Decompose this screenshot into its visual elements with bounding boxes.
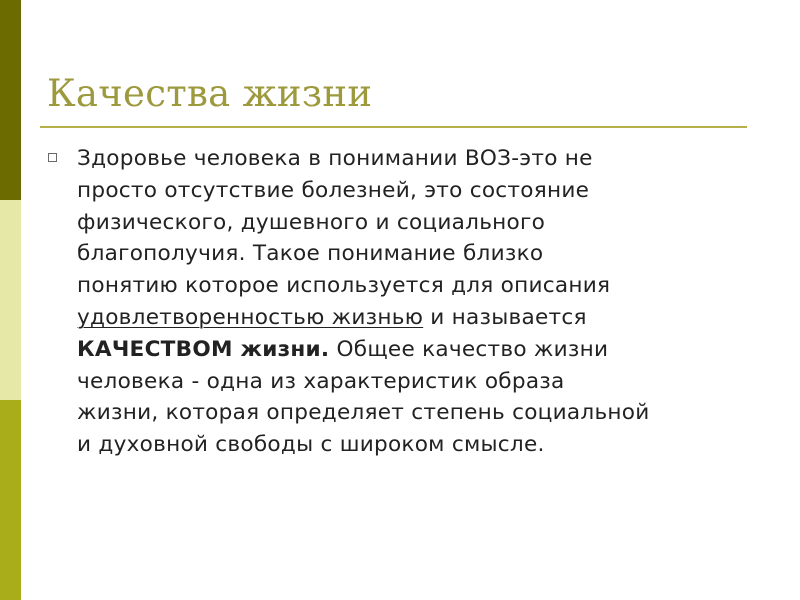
side-bar-bottom-segment	[0, 400, 21, 600]
title-divider	[40, 126, 747, 128]
side-bar-middle-segment	[0, 200, 21, 400]
paragraph-line: физического, душевного и социального	[77, 209, 546, 235]
slide-title: Качества жизни	[47, 72, 373, 115]
side-bar-top-segment	[0, 0, 21, 200]
side-decoration-bar	[0, 0, 21, 600]
paragraph-line	[77, 334, 757, 366]
paragraph-line: жизни, которая определяет степень социальной	[77, 400, 650, 426]
paragraph-line	[77, 302, 757, 334]
paragraph-line: просто отсутствие болезней, это состояние	[77, 177, 590, 203]
paragraph-line: Здоровье человека в понимании ВОЗ-это не	[77, 146, 593, 171]
paragraph-line: и духовной свободы с широком смысле.	[77, 432, 545, 458]
bullet-paragraph	[77, 143, 757, 461]
paragraph-line: понятию которое используется для описания	[77, 273, 611, 299]
paragraph-fragment: и называется	[423, 304, 587, 330]
paragraph-fragment: Общее качество жизни	[329, 336, 609, 362]
underlined-term: удовлетворенностью жизнью	[77, 304, 424, 330]
bold-term: КАЧЕСТВОМ жизни.	[77, 336, 330, 362]
paragraph-line: благополучия. Такое понимание близко	[77, 241, 544, 267]
square-bullet-icon	[48, 153, 57, 162]
paragraph-line: человека - одна из характеристик образа	[77, 368, 565, 394]
